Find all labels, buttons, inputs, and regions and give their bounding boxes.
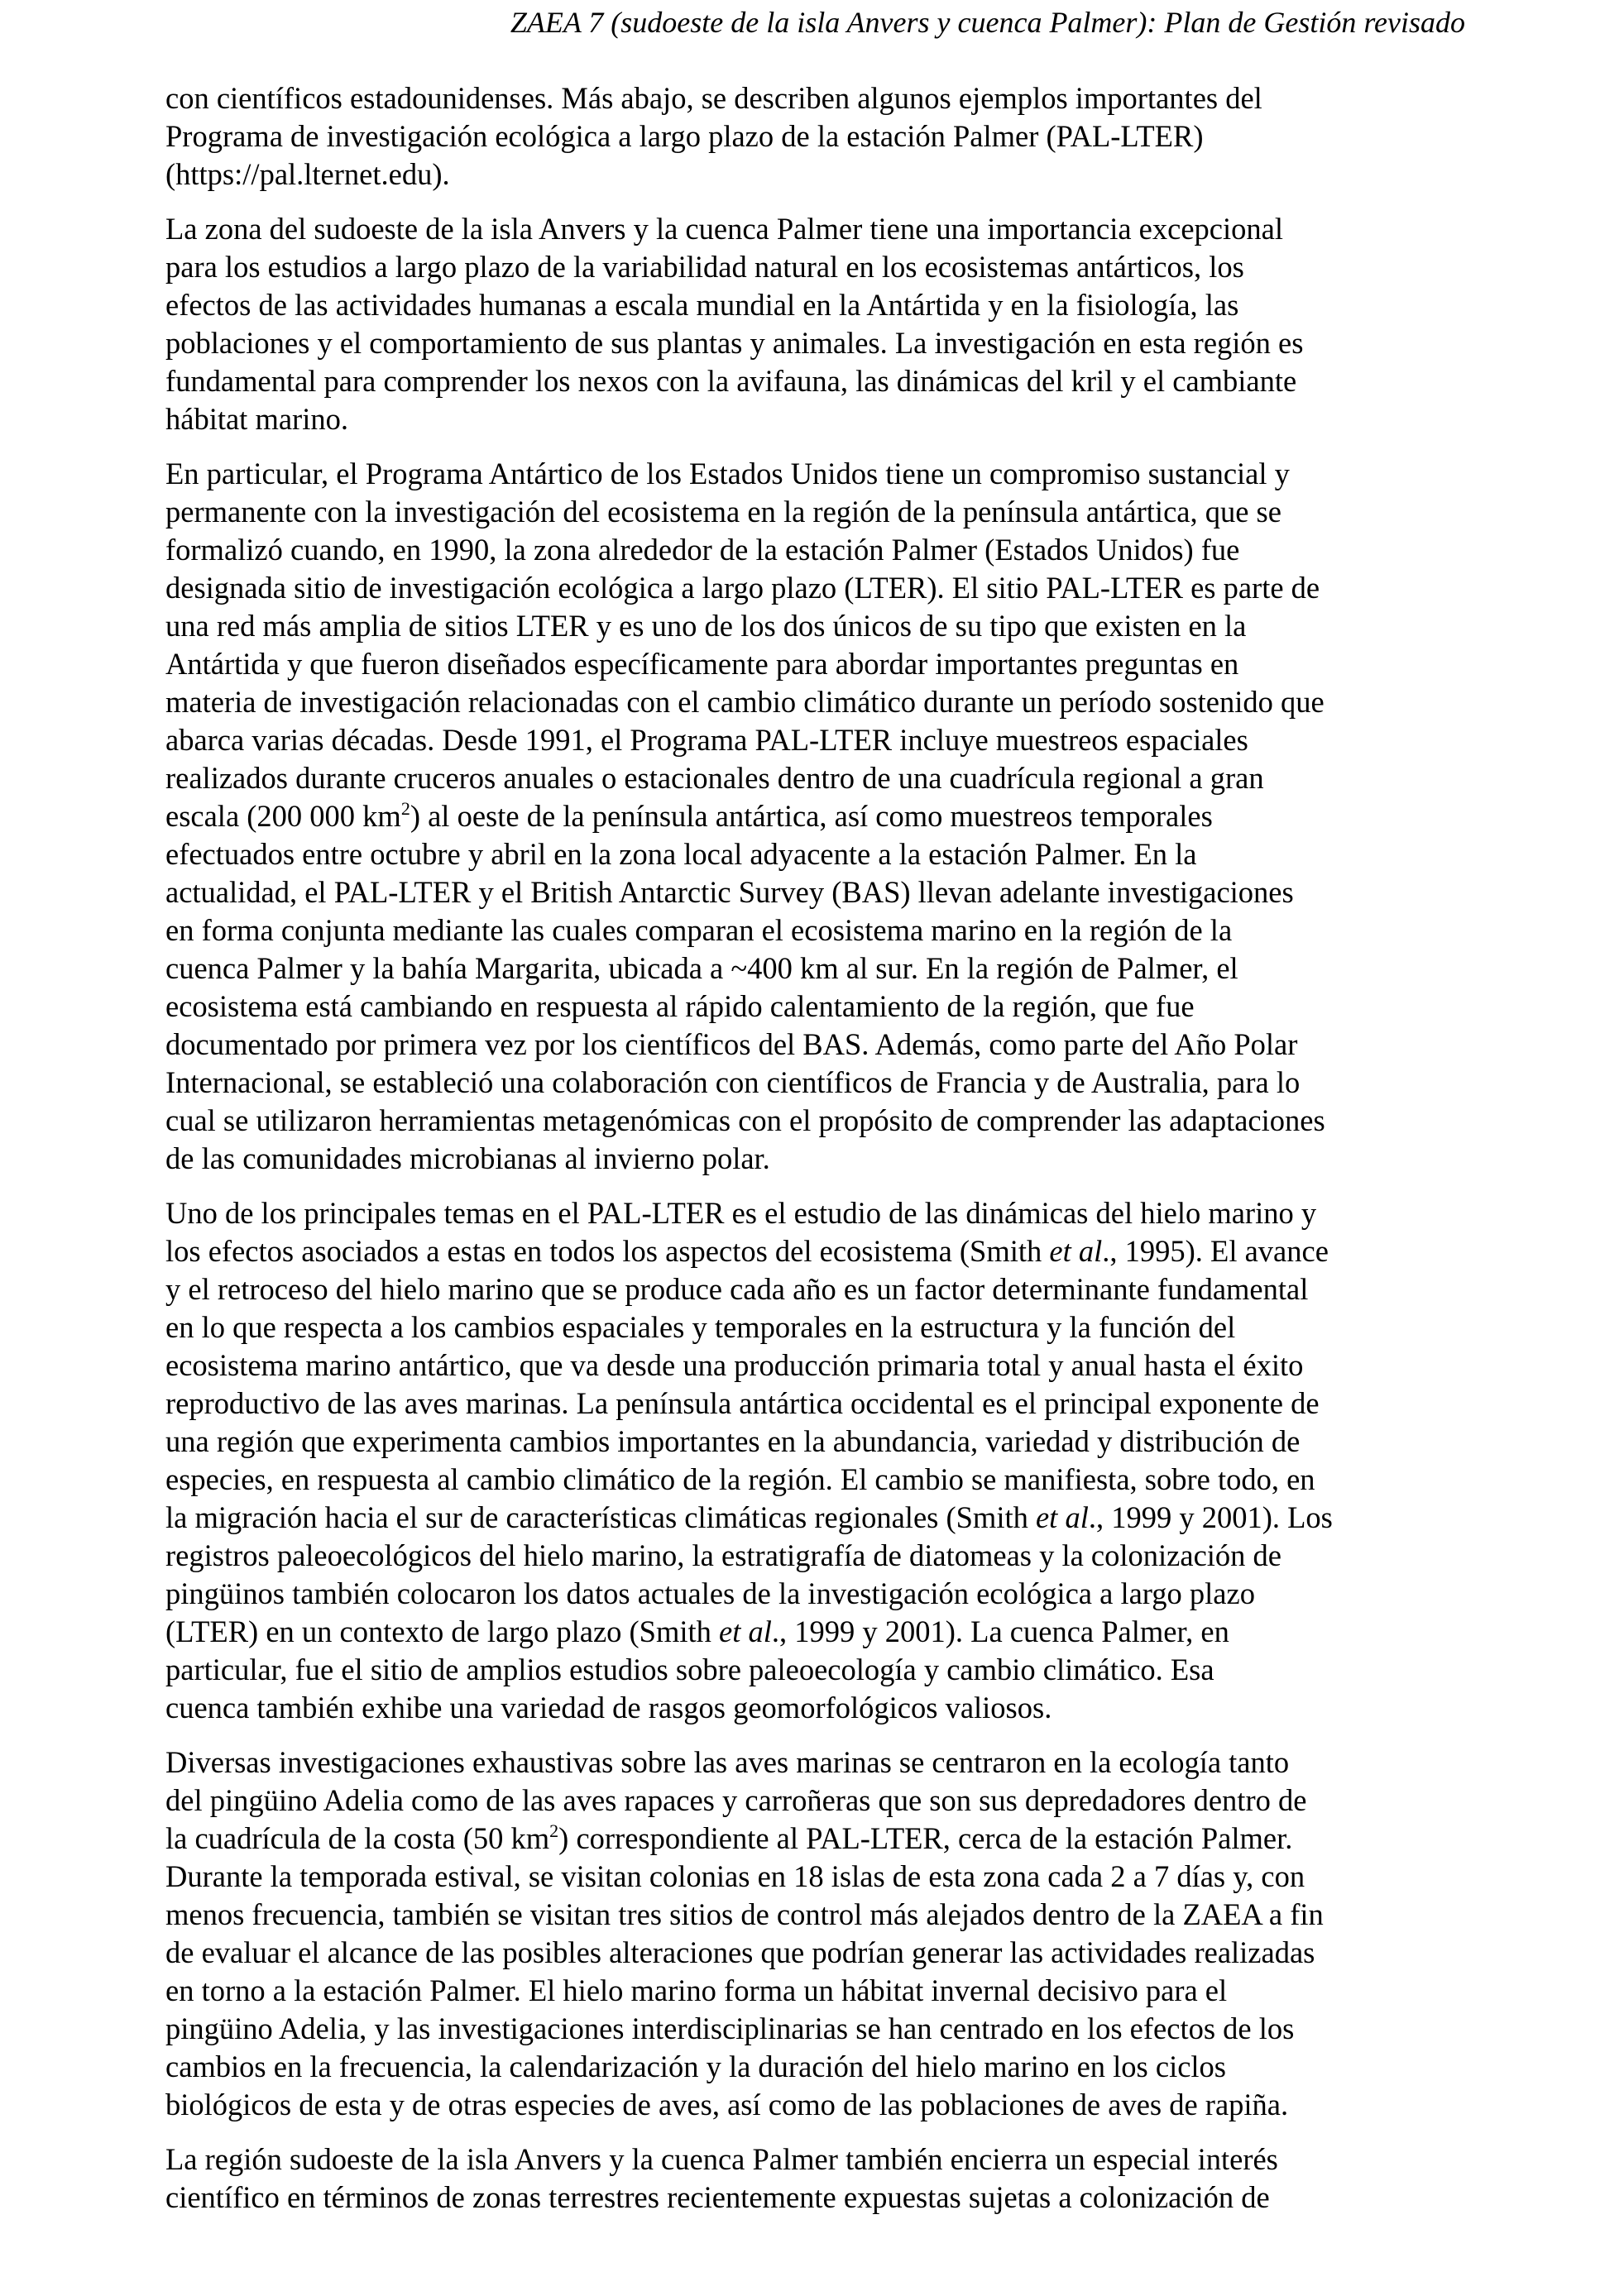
text-line: la migración hacia el sur de características climáticas regionales (Smith et al., 1999 y 2001). Los [165,1500,1333,1534]
text-line: especies, en respuesta al cambio climático de la región. El cambio se manifiesta, sobre todo, en [165,1462,1315,1496]
text-line: (LTER) en un contexto de largo plazo (Smith et al., 1999 y 2001). La cuenca Palmer, en [165,1614,1229,1648]
text-line: cambios en la frecuencia, la calendarización y la duración del hielo marino en los ciclos [165,2050,1227,2083]
text-line: Internacional, se estableció una colaboración con científicos de Francia y de Australia, para lo [165,1065,1301,1099]
text-line: designada sitio de investigación ecológica a largo plazo (LTER). El sitio PAL-LTER es parte de [165,571,1320,605]
text-line: la cuadrícula de la costa (50 $km^2$) correspondiente al PAL-LTER, cerca de la estación Palmer. [165,1820,1293,1855]
text-line: menos frecuencia, también se visitan tres sitios de control más alejados dentro de la ZAEA a fin [165,1897,1324,1931]
text-line: fundamental para comprender los nexos con la avifauna, las dinámicas del kril y el cambiante [165,364,1297,398]
text-line: cual se utilizaron herramientas metagenómicas con el propósito de comprender las adaptaciones [165,1103,1325,1137]
text-line: y el retroceso del hielo marino que se produce cada año es un factor determinante fundamental [165,1272,1309,1306]
text-line: En particular, el Programa Antártico de los Estados Unidos tiene un compromiso sustancial y [165,457,1290,490]
text-line: científico en términos de zonas terrestres recientemente expuestas sujetas a colonización de [165,2180,1270,2214]
text-line: de evaluar el alcance de las posibles alteraciones que podrían generar las actividades realizadas [165,1935,1315,1969]
text-line: Uno de los principales temas en el PAL-LTER es el estudio de las dinámicas del hielo marino y [165,1196,1317,1230]
text-line: hábitat marino. [165,402,348,436]
text-line: Diversas investigaciones exhaustivas sobre las aves marinas se centraron en la ecología tanto [165,1745,1290,1779]
text-line: biológicos de esta y de otras especies de aves, así como de las poblaciones de aves de rapiña. [165,2088,1289,2121]
text-line: materia de investigación relacionadas con el cambio climático durante un período sostenido que [165,685,1325,719]
text-line: La zona del sudoeste de la isla Anvers y la cuenca Palmer tiene una importancia excepcional [165,212,1283,246]
paragraph [165,1194,1473,1727]
text-line: una región que experimenta cambios importantes en la abundancia, variedad y distribución de [165,1424,1301,1458]
text-line: Programa de investigación ecológica a largo plazo de la estación Palmer (PAL-LTER) [165,119,1204,153]
text-line: registros paleoecológicos del hielo marino, la estratigrafía de diatomeas y la colonización de [165,1538,1281,1572]
text-line: Durante la temporada estival, se visitan colonias en 18 islas de esta zona cada 2 a 7 días y, con [165,1859,1305,1893]
text-line: efectos de las actividades humanas a escala mundial en la Antártida y en la fisiología, las [165,288,1239,322]
body-text [165,79,1473,2233]
text-line: efectuados entre octubre y abril en la zona local adyacente a la estación Palmer. En la [165,837,1197,871]
paragraph [165,79,1473,194]
text-line: permanente con la investigación del ecosistema en la región de la península antártica, que se [165,495,1281,529]
text-line: ecosistema marino antártico, que va desde una producción primaria total y anual hasta el éxito [165,1348,1304,1382]
text-line: poblaciones y el comportamiento de sus plantas y animales. La investigación en esta región es [165,326,1304,360]
paragraph [165,2141,1473,2217]
text-line: actualidad, el PAL-LTER y el British Antarctic Survey (BAS) llevan adelante investigaciones [165,875,1294,909]
text-line: con científicos estadounidenses. Más abajo, se describen algunos ejemplos importantes del [165,81,1262,115]
text-line: documentado por primera vez por los científicos del BAS. Además, como parte del Año Polar [165,1027,1298,1061]
text-line: escala (200 000 $km^2$) al oeste de la península antártica, así como muestreos temporales [165,798,1213,833]
text-line: abarca varias décadas. Desde 1991, el Programa PAL-LTER incluye muestreos espaciales [165,723,1248,757]
text-line: pingüino Adelia, y las investigaciones interdisciplinarias se han centrado en los efectos de los [165,2011,1295,2045]
running-header: ZAEA 7 (sudoeste de la isla Anvers y cuenca Palmer): Plan de Gestión revisado [510,6,1465,39]
text-line: formalizó cuando, en 1990, la zona alrededor de la estación Palmer (Estados Unidos) fue [165,533,1240,567]
text-line: del pingüino Adelia como de las aves rapaces y carroñeras que son sus depredadores dentro de [165,1783,1307,1817]
paragraph [165,455,1473,1178]
text-line: particular, fue el sitio de amplios estudios sobre paleoecología y cambio climático. Esa [165,1653,1214,1686]
text-line: realizados durante cruceros anuales o estacionales dentro de una cuadrícula regional a gran [165,761,1264,795]
text-line: (https://pal.lternet.edu). [165,157,450,191]
text-line: La región sudoeste de la isla Anvers y la cuenca Palmer también encierra un especial interés [165,2142,1278,2176]
text-line: en lo que respecta a los cambios espaciales y temporales en la estructura y la función del [165,1310,1236,1344]
text-line: pingüinos también colocaron los datos actuales de la investigación ecológica a largo plazo [165,1576,1255,1610]
text-line: cuenca también exhibe una variedad de rasgos geomorfológicos valiosos. [165,1691,1052,1724]
text-line: cuenca Palmer y la bahía Margarita, ubicada a ~400 km al sur. En la región de Palmer, el [165,951,1238,985]
text-line: ecosistema está cambiando en respuesta al rápido calentamiento de la región, que fue [165,989,1195,1023]
paragraph [165,1744,1473,2124]
text-line: en forma conjunta mediante las cuales comparan el ecosistema marino en la región de la [165,913,1233,947]
text-line: en torno a la estación Palmer. El hielo marino forma un hábitat invernal decisivo para el [165,1973,1228,2007]
text-line: reproductivo de las aves marinas. La península antártica occidental es el principal exponente de [165,1386,1320,1420]
text-line: Antártida y que fueron diseñados específicamente para abordar importantes preguntas en [165,647,1239,681]
text-line: los efectos asociados a estas en todos los aspectos del ecosistema (Smith et al., 1995). El avance [165,1234,1329,1268]
text-line: una red más amplia de sitios LTER y es uno de los dos únicos de su tipo que existen en la [165,609,1247,643]
text-line: para los estudios a largo plazo de la variabilidad natural en los ecosistemas antárticos, los [165,250,1244,284]
paragraph [165,210,1473,438]
text-line: de las comunidades microbianas al invierno polar. [165,1141,770,1175]
